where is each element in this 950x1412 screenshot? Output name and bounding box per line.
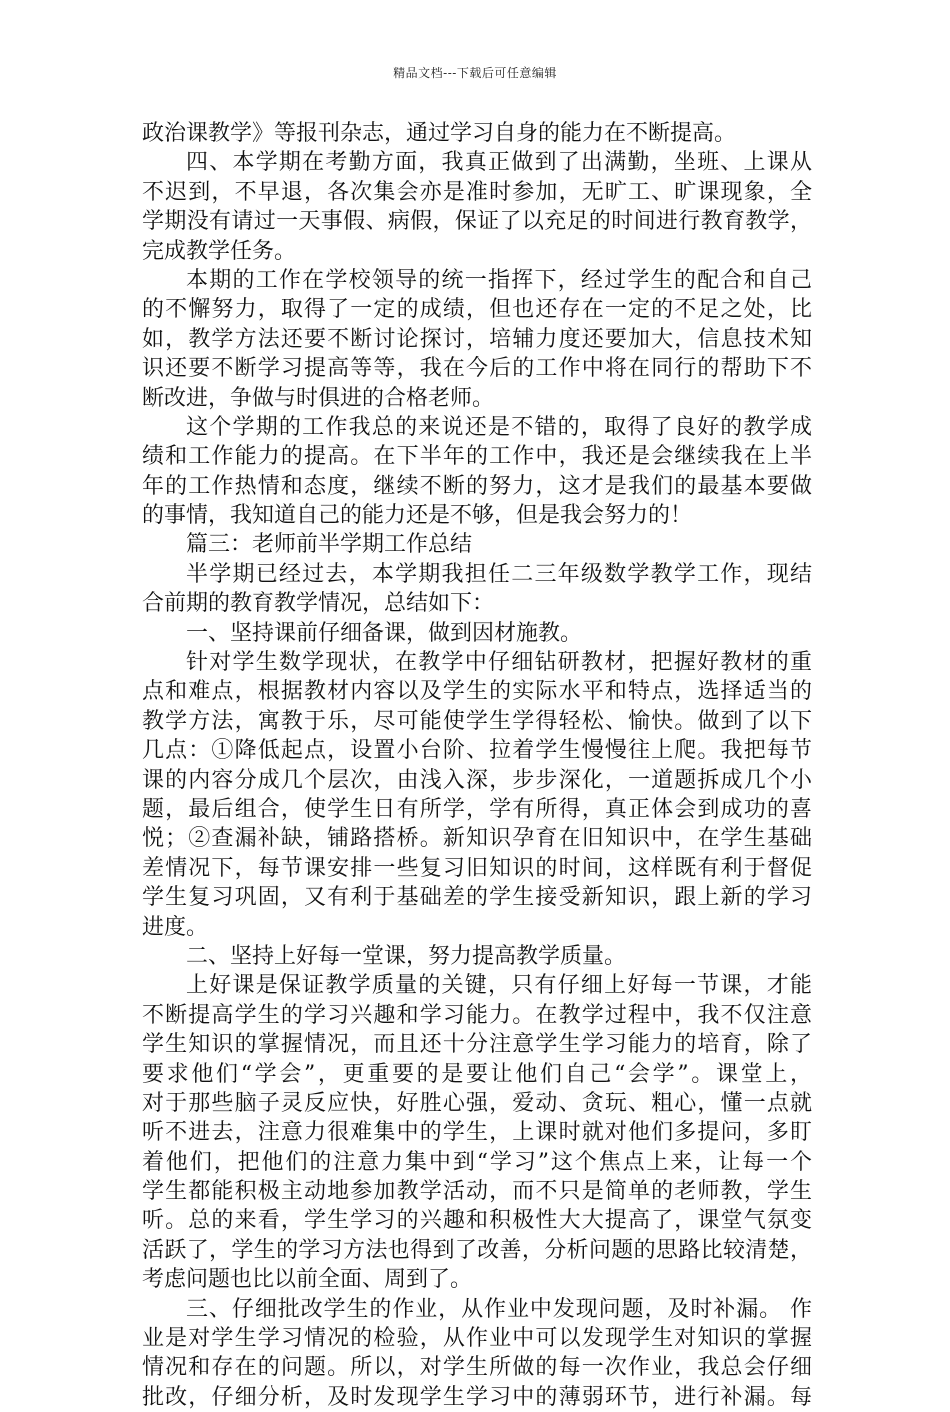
text-line: 悦；②查漏补缺，铺路搭桥。新知识孕育在旧知识中，在学生基础: [142, 826, 812, 852]
text-line: 题，最后组合，使学生日有所学，学有所得，真正体会到成功的喜: [142, 796, 812, 822]
text-line: 的事情，我知道自己的能力还是不够，但是我会努力的！: [142, 503, 693, 529]
text-line: 批改，仔细分析，及时发现学生学习中的薄弱环节，进行补漏。每: [142, 1384, 812, 1410]
text-line: 绩和工作能力的提高。在下半年的工作中，我还是会继续我在上半: [142, 444, 812, 470]
text-line: 完成教学任务。: [142, 238, 297, 264]
text-line: 学生都能积极主动地参加教学活动，而不只是简单的老师教，学生: [142, 1179, 812, 1205]
text-line: 二、坚持上好每一堂课，努力提高教学质量。: [186, 943, 627, 969]
text-line: 业是对学生学习情况的检验，从作业中可以发现学生对知识的掌握: [142, 1326, 812, 1352]
text-line: 活跃了，学生的学习方法也得到了改善，分析问题的思路比较清楚，: [142, 1237, 812, 1263]
text-line: 学期没有请过一天事假、病假，保证了以充足的时间进行教育教学，: [142, 209, 812, 235]
text-line: 的不懈努力，取得了一定的成绩，但也还存在一定的不足之处，比: [142, 297, 812, 323]
text-line: 这个学期的工作我总的来说还是不错的，取得了良好的教学成: [186, 414, 812, 440]
text-line: 半学期已经过去，本学期我担任二三年级数学教学工作，现结: [186, 561, 812, 587]
text-line: 学生知识的掌握情况，而且还十分注意学生学习能力的培育，除了: [142, 1032, 812, 1058]
text-line: 着他们，把他们的注意力集中到“学习”这个焦点上来，让每一个: [142, 1149, 812, 1175]
text-line: 一、坚持课前仔细备课，做到因材施教。: [186, 620, 583, 646]
text-line: 听。总的来看，学生学习的兴趣和积极性大大提高了，课堂气氛变: [142, 1208, 812, 1234]
page-header: 精品文档---下载后可任意编辑: [393, 66, 557, 80]
text-line: 合前期的教育教学情况，总结如下：: [142, 591, 495, 617]
text-line: 进度。: [142, 914, 209, 940]
text-line: 课的内容分成几个层次，由浅入深，步步深化，一道题拆成几个小: [142, 767, 812, 793]
text-line: 对于那些脑子灵反应快，好胜心强，爱动、贪玩、粗心，懂一点就: [142, 1090, 812, 1116]
text-line: 点和难点，根据教材内容以及学生的实际水平和特点，选择适当的: [142, 679, 812, 705]
text-line: 如，教学方法还要不断讨论探讨，培辅力度还要加大，信息技术知: [142, 326, 812, 352]
text-line: 本期的工作在学校领导的统一指挥下，经过学生的配合和自己: [186, 267, 812, 293]
text-line: 要求他们“学会”，更重要的是要让他们自己“会学”。课堂上，: [142, 1061, 812, 1087]
text-line: 几点：①降低起点，设置小台阶、拉着学生慢慢往上爬。我把每节: [142, 738, 812, 764]
text-line: 针对学生数学现状，在教学中仔细钻研教材，把握好教材的重: [186, 650, 812, 676]
text-line: 学生复习巩固，又有利于基础差的学生接受新知识，跟上新的学习: [142, 885, 812, 911]
text-line: 三、仔细批改学生的作业，从作业中发现问题，及时补漏。 作: [186, 1296, 812, 1322]
text-line: 不断提高学生的学习兴趣和学习能力。在教学过程中，我不仅注意: [142, 1002, 812, 1028]
text-line: 情况和存在的问题。所以，对学生所做的每一次作业，我总会仔细: [142, 1355, 812, 1381]
text-line: 不迟到，不早退，各次集会亦是准时参加，无旷工、旷课现象，全: [142, 179, 812, 205]
text-line: 篇三：老师前半学期工作总结: [186, 532, 473, 558]
text-line: 断改进，争做与时俱进的合格老师。: [142, 385, 495, 411]
text-line: 上好课是保证教学质量的关键，只有仔细上好每一节课，才能: [186, 973, 812, 999]
text-line: 识还要不断学习提高等等，我在今后的工作中将在同行的帮助下不: [142, 356, 812, 382]
text-line: 差情况下，每节课安排一些复习旧知识的时间，这样既有利于督促: [142, 855, 812, 881]
text-line: 考虑问题也比以前全面、周到了。: [142, 1267, 473, 1293]
text-line: 四、本学期在考勤方面，我真正做到了出满勤，坐班、上课从: [186, 150, 812, 176]
text-line: 听不进去，注意力很难集中的学生，上课时就对他们多提问，多盯: [142, 1120, 812, 1146]
text-line: 年的工作热情和态度，继续不断的努力，这才是我们的最基本要做: [142, 473, 812, 499]
text-line: 政治课教学》等报刊杂志，通过学习自身的能力在不断提高。: [142, 121, 737, 146]
document-body: [142, 119, 812, 1412]
text-line: 教学方法，寓教于乐，尽可能使学生学得轻松、愉快。做到了以下: [142, 708, 812, 734]
